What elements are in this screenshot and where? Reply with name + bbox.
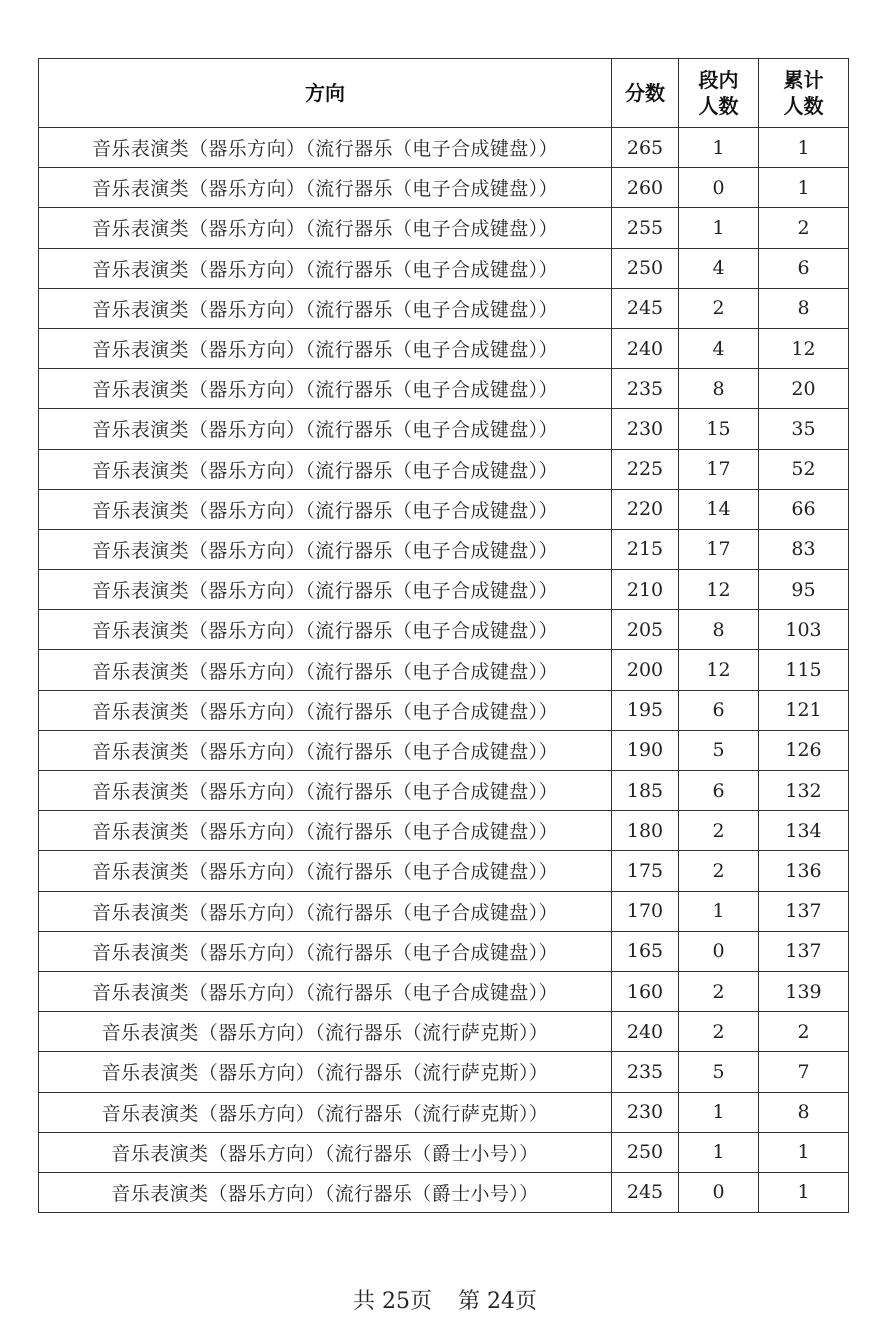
cell-direction: 音乐表演类（器乐方向）（流行器乐（电子合成键盘））	[39, 971, 612, 1011]
cell-cumulative-count: 121	[759, 690, 849, 730]
cell-direction: 音乐表演类（器乐方向）（流行器乐（电子合成键盘））	[39, 409, 612, 449]
cell-cumulative-count: 12	[759, 328, 849, 368]
cell-score: 200	[612, 650, 679, 690]
table-row	[39, 1052, 849, 1092]
table-row	[39, 610, 849, 650]
cell-score: 245	[612, 1172, 679, 1212]
cell-cumulative-count: 8	[759, 288, 849, 328]
cell-score: 165	[612, 931, 679, 971]
cell-in-band-count: 2	[679, 288, 759, 328]
cell-score: 185	[612, 771, 679, 811]
cell-cumulative-count: 66	[759, 489, 849, 529]
cell-cumulative-count: 134	[759, 811, 849, 851]
cell-cumulative-count: 2	[759, 1012, 849, 1052]
cell-in-band-count: 4	[679, 248, 759, 288]
cell-score: 265	[612, 128, 679, 168]
cell-score: 225	[612, 449, 679, 489]
cell-in-band-count: 1	[679, 208, 759, 248]
table-row	[39, 971, 849, 1011]
cell-in-band-count: 2	[679, 1012, 759, 1052]
table-row	[39, 570, 849, 610]
current-page: 第 24页	[458, 1289, 537, 1314]
cell-direction: 音乐表演类（器乐方向）（流行器乐（电子合成键盘））	[39, 168, 612, 208]
cell-score: 245	[612, 288, 679, 328]
cell-score: 230	[612, 1092, 679, 1132]
table-row	[39, 328, 849, 368]
cell-in-band-count: 12	[679, 570, 759, 610]
cell-direction: 音乐表演类（器乐方向）（流行器乐（电子合成键盘））	[39, 730, 612, 770]
header-in-band-count: 段内 人数	[679, 59, 759, 128]
cell-direction: 音乐表演类（器乐方向）（流行器乐（电子合成键盘））	[39, 208, 612, 248]
table-row	[39, 730, 849, 770]
cell-score: 180	[612, 811, 679, 851]
table-row	[39, 771, 849, 811]
cell-in-band-count: 1	[679, 891, 759, 931]
cell-score: 230	[612, 409, 679, 449]
cell-cumulative-count: 20	[759, 369, 849, 409]
table-row	[39, 1172, 849, 1212]
cell-direction: 音乐表演类（器乐方向）（流行器乐（电子合成键盘））	[39, 931, 612, 971]
cell-score: 240	[612, 328, 679, 368]
header-score: 分数	[612, 59, 679, 128]
cell-cumulative-count: 7	[759, 1052, 849, 1092]
cell-cumulative-count: 137	[759, 891, 849, 931]
cell-cumulative-count: 35	[759, 409, 849, 449]
cell-cumulative-count: 1	[759, 128, 849, 168]
header-direction: 方向	[39, 59, 612, 128]
cell-direction: 音乐表演类（器乐方向）（流行器乐（电子合成键盘））	[39, 690, 612, 730]
table-row	[39, 409, 849, 449]
cell-cumulative-count: 1	[759, 1172, 849, 1212]
cell-direction: 音乐表演类（器乐方向）（流行器乐（爵士小号））	[39, 1132, 612, 1172]
cell-direction: 音乐表演类（器乐方向）（流行器乐（电子合成键盘））	[39, 449, 612, 489]
page-footer	[0, 1284, 890, 1315]
total-pages: 共 25页	[353, 1289, 432, 1314]
cell-in-band-count: 6	[679, 690, 759, 730]
cell-in-band-count: 0	[679, 931, 759, 971]
cell-direction: 音乐表演类（器乐方向）（流行器乐（流行萨克斯））	[39, 1012, 612, 1052]
table-body	[39, 128, 849, 1213]
cell-in-band-count: 17	[679, 449, 759, 489]
cell-score: 235	[612, 369, 679, 409]
table-row	[39, 1012, 849, 1052]
cell-direction: 音乐表演类（器乐方向）（流行器乐（电子合成键盘））	[39, 811, 612, 851]
table-row	[39, 851, 849, 891]
cell-direction: 音乐表演类（器乐方向）（流行器乐（电子合成键盘））	[39, 650, 612, 690]
cell-direction: 音乐表演类（器乐方向）（流行器乐（电子合成键盘））	[39, 570, 612, 610]
table-row	[39, 128, 849, 168]
cell-cumulative-count: 1	[759, 1132, 849, 1172]
cell-score: 255	[612, 208, 679, 248]
cell-direction: 音乐表演类（器乐方向）（流行器乐（电子合成键盘））	[39, 288, 612, 328]
cell-direction: 音乐表演类（器乐方向）（流行器乐（电子合成键盘））	[39, 771, 612, 811]
cell-in-band-count: 8	[679, 610, 759, 650]
table-row	[39, 811, 849, 851]
cell-cumulative-count: 95	[759, 570, 849, 610]
cell-in-band-count: 14	[679, 489, 759, 529]
cell-score: 205	[612, 610, 679, 650]
cell-in-band-count: 2	[679, 811, 759, 851]
cell-in-band-count: 2	[679, 851, 759, 891]
cell-in-band-count: 17	[679, 529, 759, 569]
cell-in-band-count: 5	[679, 1052, 759, 1092]
cell-in-band-count: 15	[679, 409, 759, 449]
cell-score: 235	[612, 1052, 679, 1092]
cell-in-band-count: 6	[679, 771, 759, 811]
table-row	[39, 208, 849, 248]
table-row	[39, 449, 849, 489]
table-header-row	[39, 59, 849, 128]
cell-cumulative-count: 126	[759, 730, 849, 770]
cell-cumulative-count: 139	[759, 971, 849, 1011]
cell-score: 215	[612, 529, 679, 569]
cell-direction: 音乐表演类（器乐方向）（流行器乐（电子合成键盘））	[39, 248, 612, 288]
cell-in-band-count: 8	[679, 369, 759, 409]
table-row	[39, 248, 849, 288]
cell-in-band-count: 4	[679, 328, 759, 368]
cell-score: 160	[612, 971, 679, 1011]
cell-direction: 音乐表演类（器乐方向）（流行器乐（流行萨克斯））	[39, 1052, 612, 1092]
cell-score: 175	[612, 851, 679, 891]
cell-score: 190	[612, 730, 679, 770]
cell-in-band-count: 1	[679, 1132, 759, 1172]
cell-score: 250	[612, 248, 679, 288]
cell-score: 195	[612, 690, 679, 730]
cell-direction: 音乐表演类（器乐方向）（流行器乐（电子合成键盘））	[39, 610, 612, 650]
table-row	[39, 288, 849, 328]
table-row	[39, 690, 849, 730]
cell-direction: 音乐表演类（器乐方向）（流行器乐（电子合成键盘））	[39, 891, 612, 931]
cell-cumulative-count: 132	[759, 771, 849, 811]
table-row	[39, 489, 849, 529]
cell-cumulative-count: 137	[759, 931, 849, 971]
cell-direction: 音乐表演类（器乐方向）（流行器乐（电子合成键盘））	[39, 369, 612, 409]
cell-score: 220	[612, 489, 679, 529]
cell-direction: 音乐表演类（器乐方向）（流行器乐（电子合成键盘））	[39, 529, 612, 569]
cell-cumulative-count: 6	[759, 248, 849, 288]
cell-score: 210	[612, 570, 679, 610]
table-row	[39, 1092, 849, 1132]
table-row	[39, 369, 849, 409]
cell-cumulative-count: 8	[759, 1092, 849, 1132]
cell-in-band-count: 0	[679, 1172, 759, 1212]
cell-cumulative-count: 52	[759, 449, 849, 489]
cell-direction: 音乐表演类（器乐方向）（流行器乐（电子合成键盘））	[39, 489, 612, 529]
cell-cumulative-count: 103	[759, 610, 849, 650]
cell-in-band-count: 5	[679, 730, 759, 770]
cell-score: 260	[612, 168, 679, 208]
cell-direction: 音乐表演类（器乐方向）（流行器乐（电子合成键盘））	[39, 128, 612, 168]
score-distribution-table	[38, 58, 849, 1213]
cell-in-band-count: 0	[679, 168, 759, 208]
cell-cumulative-count: 136	[759, 851, 849, 891]
cell-in-band-count: 1	[679, 128, 759, 168]
cell-in-band-count: 12	[679, 650, 759, 690]
cell-cumulative-count: 83	[759, 529, 849, 569]
cell-score: 170	[612, 891, 679, 931]
cell-direction: 音乐表演类（器乐方向）（流行器乐（流行萨克斯））	[39, 1092, 612, 1132]
cell-score: 250	[612, 1132, 679, 1172]
table-row	[39, 1132, 849, 1172]
cell-direction: 音乐表演类（器乐方向）（流行器乐（爵士小号））	[39, 1172, 612, 1212]
cell-in-band-count: 2	[679, 971, 759, 1011]
cell-direction: 音乐表演类（器乐方向）（流行器乐（电子合成键盘））	[39, 851, 612, 891]
table-row	[39, 529, 849, 569]
header-cumulative-count: 累计 人数	[759, 59, 849, 128]
table-row	[39, 168, 849, 208]
table-row	[39, 931, 849, 971]
cell-direction: 音乐表演类（器乐方向）（流行器乐（电子合成键盘））	[39, 328, 612, 368]
cell-score: 240	[612, 1012, 679, 1052]
table-row	[39, 650, 849, 690]
cell-in-band-count: 1	[679, 1092, 759, 1132]
cell-cumulative-count: 2	[759, 208, 849, 248]
cell-cumulative-count: 115	[759, 650, 849, 690]
table-row	[39, 891, 849, 931]
cell-cumulative-count: 1	[759, 168, 849, 208]
